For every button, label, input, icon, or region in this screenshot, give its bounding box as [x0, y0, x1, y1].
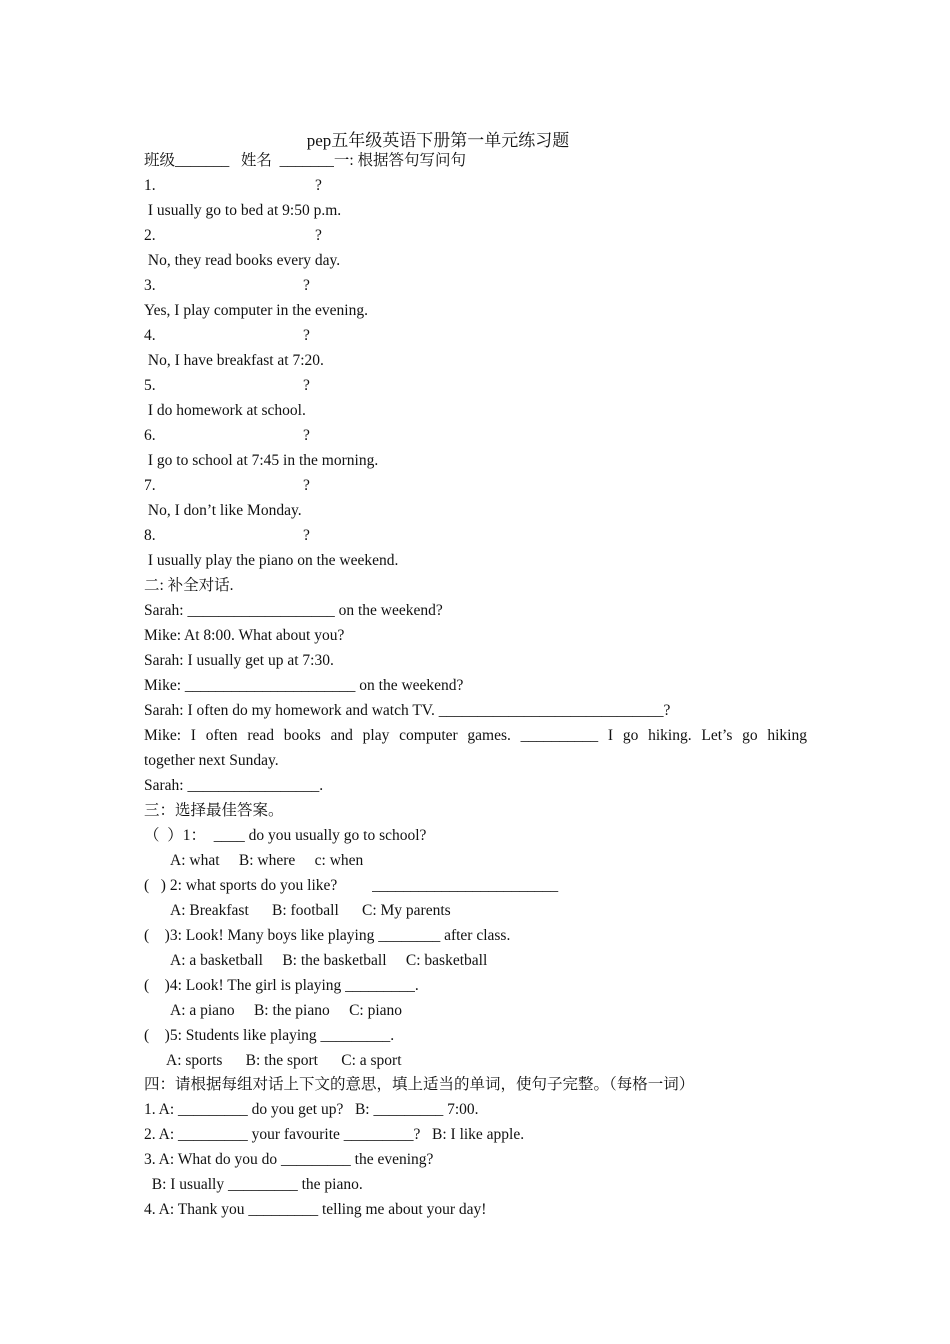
choice-options: A: a basketball B: the basketball C: basketball	[170, 952, 488, 969]
choice-question: ( )5: Students like playing _________.	[144, 1027, 395, 1044]
dialogue-line: Sarah: _________________.	[144, 777, 324, 794]
dialogue-line: Mike: ______________________ on the weekend?	[144, 677, 464, 694]
dialogue-line: Sarah: I usually get up at 7:30.	[144, 652, 334, 669]
answer-sentence: No, they read books every day.	[144, 252, 341, 269]
question-mark: ?	[303, 277, 310, 294]
fill-blank-line: 2. A: _________ your favourite _________? B: I like apple.	[144, 1126, 525, 1143]
choice-options: A: Breakfast B: football C: My parents	[170, 902, 451, 919]
question-number: 7.	[144, 477, 156, 494]
question-number: 6.	[144, 427, 156, 444]
dialogue-line: Mike: I often read books and play computer games. __________ I go hiking. Let’s go hiking	[144, 727, 807, 744]
dialogue-line: Mike: At 8:00. What about you?	[144, 627, 345, 644]
question-number: 5.	[144, 377, 156, 394]
page-title: pep五年级英语下册第一单元练习题	[306, 131, 570, 150]
answer-sentence: I usually go to bed at 9:50 p.m.	[144, 202, 342, 219]
answer-sentence: Yes, I play computer in the evening.	[144, 302, 368, 319]
choice-question: （ ）1： ____ do you usually go to school?	[144, 827, 427, 844]
choice-question: ( )4: Look! The girl is playing _________.	[144, 977, 419, 994]
dialogue-line: Sarah: I often do my homework and watch TV. _____________________________?	[144, 702, 671, 719]
choice-question: ( ) 2: what sports do you like? ________________________	[144, 877, 559, 894]
choice-question: ( )3: Look! Many boys like playing ________ after class.	[144, 927, 511, 944]
fill-blank-line: 1. A: _________ do you get up? B: _________ 7:00.	[144, 1101, 479, 1118]
class-name-header: 班级_______ 姓名 _______一: 根据答句写问句	[144, 152, 467, 169]
question-number: 3.	[144, 277, 156, 294]
question-number: 8.	[144, 527, 156, 544]
dialogue-line: Sarah: ___________________ on the weekend?	[144, 602, 443, 619]
part2-heading: 二: 补全对话.	[144, 577, 234, 594]
question-number: 1.	[144, 177, 156, 194]
fill-blank-line: 4. A: Thank you _________ telling me about your day!	[144, 1201, 487, 1218]
answer-sentence: No, I have breakfast at 7:20.	[144, 352, 324, 369]
question-number: 2.	[144, 227, 156, 244]
question-mark: ?	[303, 527, 310, 544]
choice-options: A: sports B: the sport C: a sport	[166, 1052, 402, 1069]
answer-sentence: I do homework at school.	[144, 402, 306, 419]
question-mark: ?	[303, 327, 310, 344]
question-mark: ?	[315, 177, 322, 194]
question-mark: ?	[303, 377, 310, 394]
dialogue-line: together next Sunday.	[144, 752, 279, 769]
part3-heading: 三：选择最佳答案。	[144, 802, 284, 819]
answer-sentence: I go to school at 7:45 in the morning.	[144, 452, 379, 469]
part4-heading: 四：请根据每组对话上下文的意思，填上适当的单词，使句子完整。（每格一词）	[144, 1076, 695, 1093]
choice-options: A: a piano B: the piano C: piano	[170, 1002, 403, 1019]
fill-blank-line: B: I usually _________ the piano.	[144, 1176, 363, 1193]
question-mark: ?	[303, 477, 310, 494]
answer-sentence: I usually play the piano on the weekend.	[144, 552, 399, 569]
choice-options: A: what B: where c: when	[170, 852, 364, 869]
fill-blank-line: 3. A: What do you do _________ the evening?	[144, 1151, 434, 1168]
question-mark: ?	[303, 427, 310, 444]
question-number: 4.	[144, 327, 156, 344]
question-mark: ?	[315, 227, 322, 244]
answer-sentence: No, I don’t like Monday.	[144, 502, 302, 519]
